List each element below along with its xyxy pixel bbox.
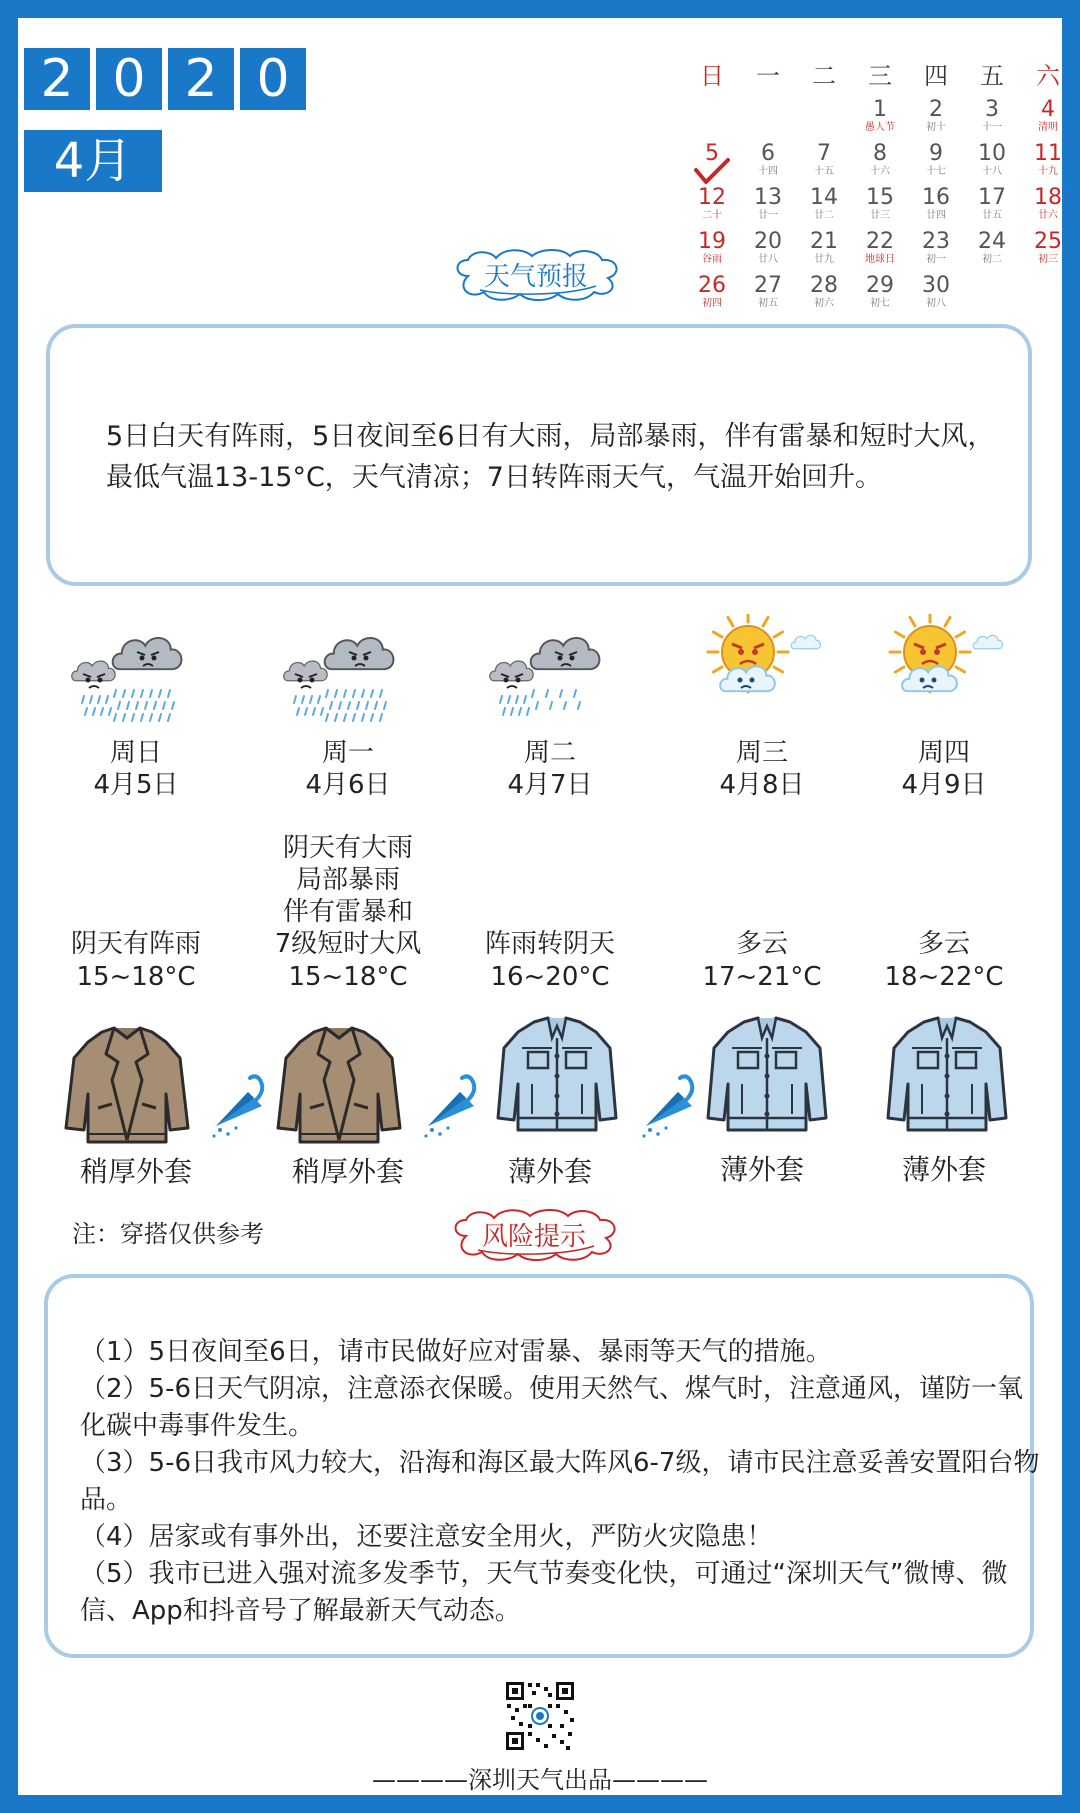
calendar-day-number: 14 [810, 185, 838, 210]
leather-jacket-icon [62, 1024, 192, 1152]
risk-tag [444, 1206, 624, 1262]
calendar-day-lunar: 廿六 [1038, 210, 1058, 221]
light-rain-icon [486, 626, 616, 730]
calendar-day-number: 15 [866, 185, 894, 210]
day-date: 4月6日 [305, 770, 391, 800]
calendar-day-number: 21 [810, 229, 838, 254]
calendar-day-lunar: 愚人节 [865, 122, 895, 133]
calendar-day-lunar: 廿八 [758, 254, 778, 265]
clothing-label: 薄外套 [901, 1153, 986, 1186]
day-date: 4月7日 [507, 770, 593, 800]
day-condition: 阴天有大雨 [282, 833, 413, 863]
calendar-weekday: 三 [868, 62, 892, 90]
calendar-weekday: 日 [700, 62, 724, 90]
calendar-day [908, 274, 964, 310]
clothing-label: 稍厚外套 [291, 1155, 404, 1188]
forecast-tag [446, 246, 626, 302]
calendar-day-lunar: 十一 [982, 122, 1002, 133]
clothing-label: 薄外套 [719, 1153, 804, 1186]
clothing-label: 薄外套 [507, 1155, 592, 1188]
risk-item: （1）5日夜间至6日，请市民做好应对雷暴、暴雨等天气的措施。 [80, 1337, 832, 1367]
calendar-day-lunar: 初一 [926, 254, 946, 265]
year-digit: 0 [96, 48, 162, 110]
day-condition: 局部暴雨 [295, 865, 400, 895]
day-temperature: 16~20°C [490, 962, 610, 992]
calendar-day-lunar: 十六 [870, 166, 890, 177]
day-condition: 多云 [735, 929, 788, 959]
calendar-day [684, 274, 740, 310]
calendar-day [740, 186, 796, 222]
calendar-day-number: 22 [866, 229, 894, 254]
year-digit: 0 [240, 48, 306, 110]
calendar-day-number: 28 [810, 273, 838, 298]
calendar-day [852, 274, 908, 310]
calendar-day-number: 19 [698, 229, 726, 254]
year-digit: 2 [24, 48, 90, 110]
day-weekday: 周一 [321, 738, 374, 768]
calendar-day-lunar: 廿二 [814, 210, 834, 221]
day-condition: 伴有雷暴和 [282, 897, 413, 927]
calendar-day [684, 230, 740, 266]
calendar-day-number: 30 [922, 273, 950, 298]
calendar-day-lunar: 二十 [702, 210, 722, 221]
calendar-day-number: 8 [873, 141, 887, 166]
risk-item: （2）5-6日天气阴凉，注意添衣保暖。使用天然气、煤气时，注意通风，谨防一氧化碳中毒事件发生。 [80, 1374, 1024, 1441]
forecast-tag-label: 天气预报 [483, 261, 588, 292]
heavy-rain-icon [68, 626, 198, 730]
day-date: 4月8日 [719, 770, 805, 800]
calendar-day-number: 18 [1034, 185, 1062, 210]
sun-cloud-icon [876, 614, 1016, 718]
calendar-day-number: 16 [922, 185, 950, 210]
calendar-day-number: 4 [1041, 97, 1055, 122]
risk-tag-label: 风险提示 [481, 1221, 586, 1252]
calendar-day [908, 98, 964, 134]
calendar-day [740, 230, 796, 266]
calendar-day [964, 186, 1020, 222]
day-temperature: 15~18°C [76, 962, 196, 992]
calendar-day-lunar: 十五 [814, 166, 834, 177]
calendar-day [740, 274, 796, 310]
calendar-day-lunar: 初二 [982, 254, 1002, 265]
calendar-day [852, 98, 908, 134]
calendar-weekday: 四 [924, 62, 948, 90]
calendar-day-lunar: 初五 [758, 298, 778, 309]
calendar-day-lunar: 初四 [702, 298, 722, 309]
calendar-day-lunar: 谷雨 [702, 254, 722, 265]
calendar-day [684, 186, 740, 222]
calendar-day-number: 25 [1034, 229, 1062, 254]
calendar-day [1020, 186, 1076, 222]
calendar-day-number: 23 [922, 229, 950, 254]
calendar-day-number: 10 [978, 141, 1006, 166]
calendar-day-lunar: 十八 [982, 166, 1002, 177]
heavy-rain-icon [280, 626, 410, 730]
day-temperature: 15~18°C [288, 962, 408, 992]
calendar-day-number: 2 [929, 97, 943, 122]
forecast-text: 5日白天有阵雨，5日夜间至6日有大雨，局部暴雨，伴有雷暴和短时大风，最低气温13-15°C，天气清凉；7日转阵雨天气，气温开始回升。 [106, 421, 995, 493]
calendar-day-lunar: 十七 [926, 166, 946, 177]
day-weekday: 周日 [109, 738, 162, 768]
day-condition: 多云 [917, 929, 970, 959]
calendar-day [964, 98, 1020, 134]
risk-item: （3）5-6日我市风力较大，沿海和海区最大阵风6-7级，请市民注意妥善安置阳台物品。 [80, 1448, 1040, 1515]
risk-item: （5）我市已进入强对流多发季节，天气节奏变化快，可通过“深圳天气”微博、微信、App和抖音号了解最新天气动态。 [80, 1559, 1008, 1626]
day-temperature: 17~21°C [702, 962, 822, 992]
calendar-day-lunar: 初八 [926, 298, 946, 309]
risk-list [80, 1334, 1040, 1630]
calendar-day [852, 230, 908, 266]
year-digit: 2 [168, 48, 234, 110]
clothing-label: 稍厚外套 [79, 1155, 192, 1188]
calendar-day-number: 5 [705, 141, 719, 166]
calendar-day [964, 230, 1020, 266]
day-condition: 阵雨转阴天 [484, 929, 615, 959]
calendar-day-lunar: 廿三 [870, 210, 890, 221]
calendar-weekday: 五 [980, 62, 1004, 90]
calendar-day [740, 142, 796, 178]
calendar-day-number: 12 [698, 185, 726, 210]
calendar-day-number: 29 [866, 273, 894, 298]
calendar-day [852, 186, 908, 222]
calendar-day [964, 142, 1020, 178]
day-date: 4月9日 [901, 770, 987, 800]
calendar-day-number: 9 [929, 141, 943, 166]
calendar-day-number: 27 [754, 273, 782, 298]
calendar-day [796, 274, 852, 310]
calendar-day-number: 26 [698, 273, 726, 298]
footer-credit: ————深圳天气出品———— [372, 1766, 708, 1794]
risk-item: （4）居家或有事外出，还要注意安全用火，严防火灾隐患！ [80, 1522, 773, 1552]
calendar-day [796, 230, 852, 266]
calendar-day [796, 142, 852, 178]
month-label: 4月 [24, 130, 162, 192]
calendar-day-number: 1 [873, 97, 887, 122]
calendar-day-lunar: 廿一 [758, 210, 778, 221]
calendar-day [908, 142, 964, 178]
calendar-weekday: 二 [812, 62, 836, 90]
calendar-day [1020, 98, 1076, 134]
day-date: 4月5日 [93, 770, 179, 800]
calendar-day-lunar: 廿四 [926, 210, 946, 221]
denim-jacket-icon [702, 1014, 832, 1142]
day-weekday: 周三 [735, 738, 788, 768]
calendar-day-lunar: 廿五 [982, 210, 1002, 221]
day-condition: 7级短时大风 [274, 929, 422, 959]
denim-jacket-icon [882, 1014, 1012, 1142]
umbrella-icon [420, 1070, 490, 1144]
calendar-day [852, 142, 908, 178]
calendar-day-number: 3 [985, 97, 999, 122]
calendar-day-number: 11 [1034, 141, 1062, 166]
day-temperature: 18~22°C [884, 962, 1004, 992]
calendar-day-number: 17 [978, 185, 1006, 210]
calendar-day-lunar: 初十 [926, 122, 946, 133]
calendar-weekday: 六 [1036, 62, 1060, 90]
qr-code-icon [504, 1680, 576, 1752]
calendar-day-lunar: 清明 [1038, 122, 1058, 133]
calendar-day-lunar: 十四 [758, 166, 778, 177]
day-weekday: 周二 [523, 738, 576, 768]
calendar-day-lunar: 初六 [814, 298, 834, 309]
leather-jacket-icon [274, 1024, 404, 1152]
umbrella-icon [208, 1070, 278, 1144]
calendar-day-number: 20 [754, 229, 782, 254]
calendar-day-lunar: 廿九 [814, 254, 834, 265]
day-condition: 阴天有阵雨 [70, 929, 201, 959]
outfit-note: 注：穿搭仅供参考 [72, 1220, 264, 1248]
calendar-day [908, 186, 964, 222]
calendar-day [1020, 230, 1076, 266]
calendar-day-number: 13 [754, 185, 782, 210]
calendar-day-number: 7 [817, 141, 831, 166]
calendar-day-number: 6 [761, 141, 775, 166]
calendar-day [796, 186, 852, 222]
calendar-day-lunar: 初七 [870, 298, 890, 309]
sun-cloud-icon [694, 614, 834, 718]
calendar-day-lunar: 地球日 [865, 254, 895, 265]
calendar-day [1020, 142, 1076, 178]
umbrella-icon [638, 1070, 708, 1144]
calendar-day-lunar: 十九 [1038, 166, 1058, 177]
calendar-day [908, 230, 964, 266]
day-weekday: 周四 [917, 738, 970, 768]
calendar-weekday: 一 [756, 62, 780, 90]
denim-jacket-icon [492, 1014, 622, 1142]
calendar-day-lunar: 初三 [1038, 254, 1058, 265]
calendar-day-number: 24 [978, 229, 1006, 254]
